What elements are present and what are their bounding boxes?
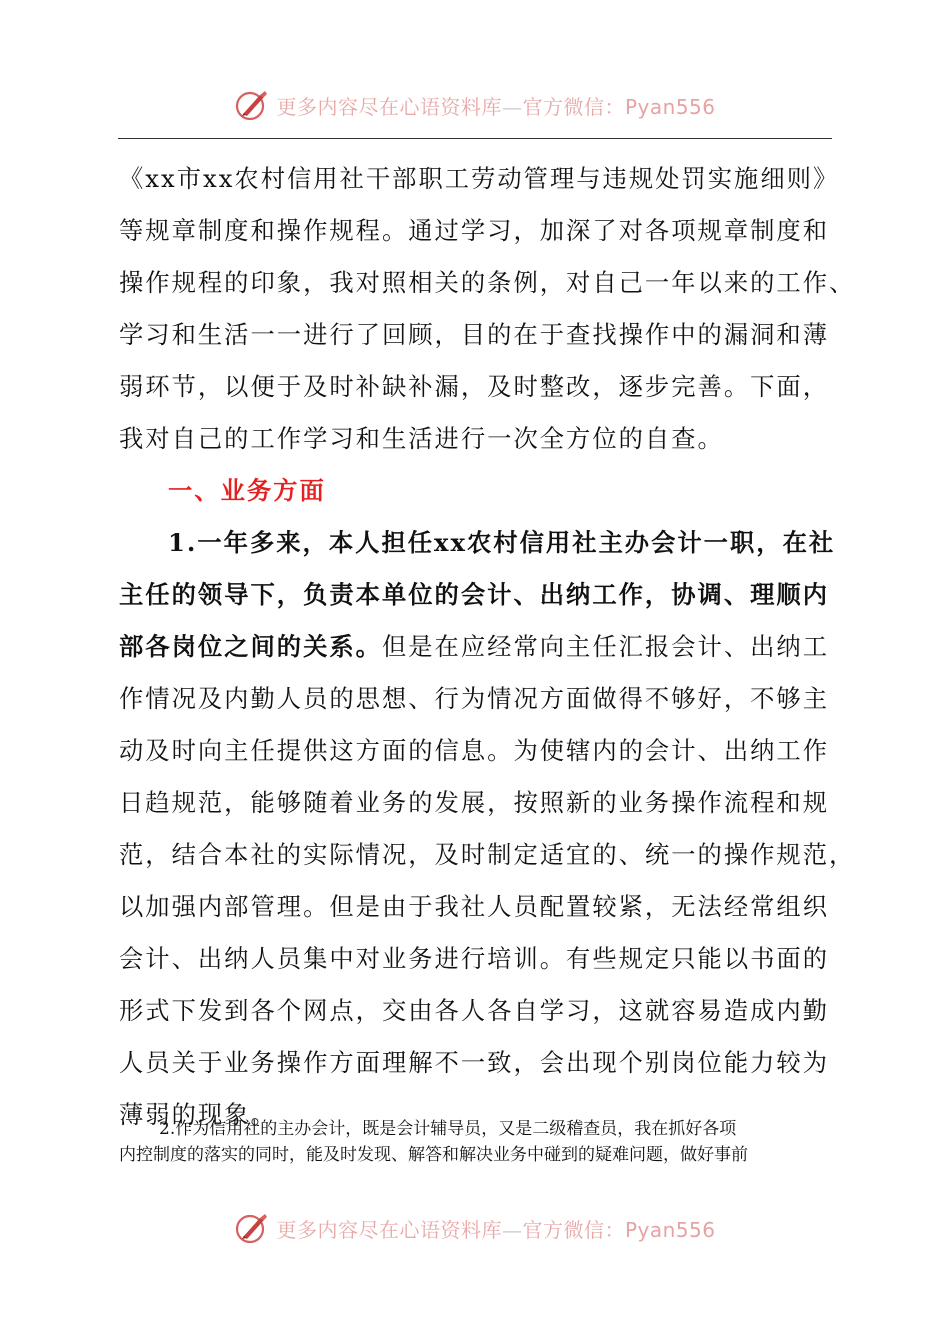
text-line: 以加强内部管理。但是由于我社人员配置较紧，无法经常组织 <box>119 892 830 921</box>
text-line: 作情况及内勤人员的思想、行为情况方面做得不够好，不够主 <box>119 684 830 713</box>
regular-phrase: 但是在应经常向主任汇报会计、出纳工 <box>381 632 830 661</box>
text-line: 操作规程的印象，我对照相关的条例，对自己一年以来的工作、 <box>119 268 856 297</box>
mixed-text-line <box>119 621 831 673</box>
bold-text-line: 主任的领导下，负责本单位的会计、出纳工作，协调、理顺内 <box>119 580 830 609</box>
bold-phrase: 部各岗位之间的关系。 <box>119 632 382 661</box>
text-line: 弱环节，以便于及时补缺补漏，及时整改，逐步完善。下面， <box>119 372 830 401</box>
text-line: 我对自己的工作学习和生活进行一次全方位的自查。 <box>119 424 724 453</box>
text-line: 薄弱的现象。 <box>119 1100 277 1129</box>
small-text-line: 内控制度的落实的同时，能及时发现、解答和解决业务中碰到的疑难问题，做好事前 <box>119 1145 748 1165</box>
section-heading: 一、业务方面 <box>168 476 326 505</box>
text-line: 动及时向主任提供这方面的信息。为使辖内的会计、出纳工作 <box>119 736 830 765</box>
text-line: 人员关于业务操作方面理解不一致，会出现个别岗位能力较为 <box>119 1048 830 1077</box>
text-line: 等规章制度和操作规程。通过学习，加深了对各项规章制度和 <box>119 216 830 245</box>
text-line: 范，结合本社的实际情况，及时制定适宜的、统一的操作规范， <box>119 840 856 869</box>
document-body <box>119 153 856 1141</box>
text-line: 《xx市xx农村信用社干部职工劳动管理与违规处罚实施细则》 <box>119 164 840 193</box>
banner-text: 更多内容尽在心语资料库—官方微信：Pyan556 <box>276 1217 716 1242</box>
footer-banner <box>0 1203 950 1253</box>
text-line: 形式下发到各个网点，交由各人各自学习，这就容易造成内勤 <box>119 996 830 1025</box>
text-line: 会计、出纳人员集中对业务进行培训。有些规定只能以书面的 <box>119 944 830 973</box>
bold-text-line: 1.一年多来，本人担任xx农村信用社主办会计一职，在社 <box>168 528 836 557</box>
small-paragraph <box>119 1116 831 1168</box>
small-text-line: 2.作为信用社的主办会计，既是会计辅导员，又是二级稽查员，我在抓好各项 <box>159 1119 737 1139</box>
text-line: 日趋规范，能够随着业务的发展，按照新的业务操作流程和规 <box>119 788 830 817</box>
header-banner <box>0 80 950 130</box>
banner-text: 更多内容尽在心语资料库—官方微信：Pyan556 <box>276 94 716 119</box>
header-divider <box>118 138 832 139</box>
pen-logo-icon <box>234 1210 270 1246</box>
pen-logo-icon <box>234 87 270 123</box>
text-line: 学习和生活一一进行了回顾，目的在于查找操作中的漏洞和薄 <box>119 320 830 349</box>
